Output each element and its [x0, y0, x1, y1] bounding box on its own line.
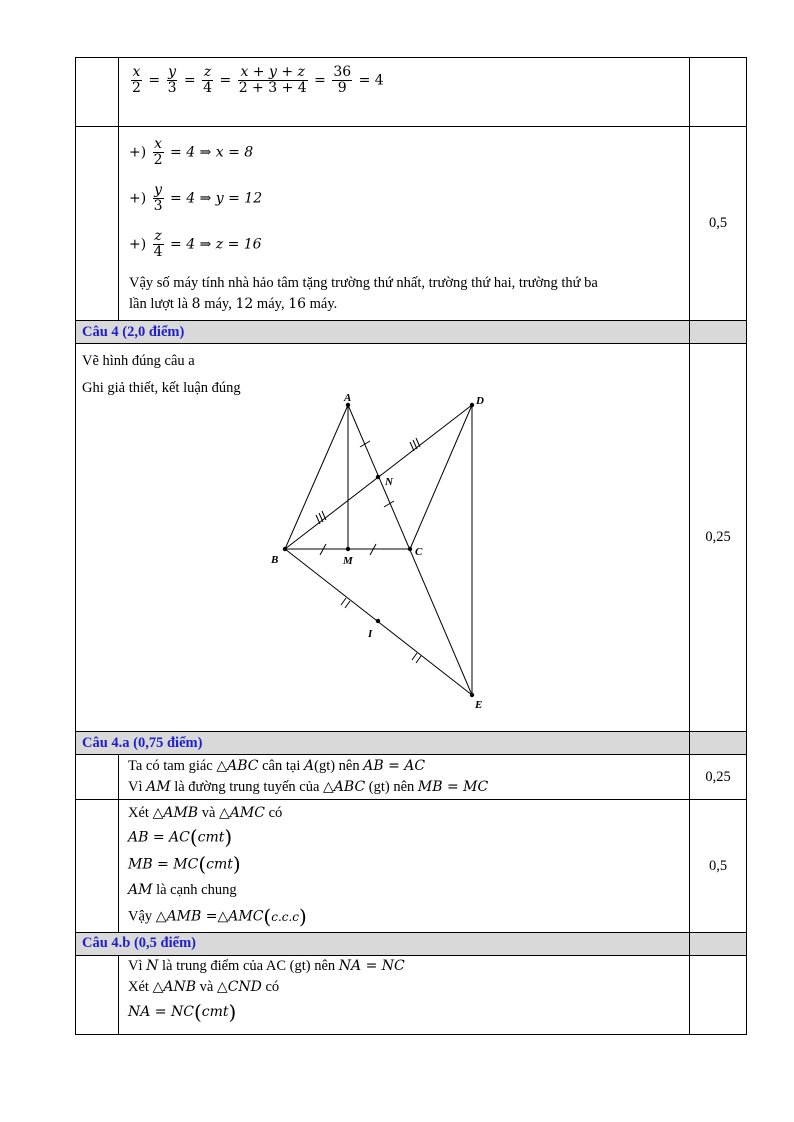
value-line-x: +) $\frac{x}{2}$ = 4 ⇒ x = 8 [129, 136, 254, 168]
conclusion-text: Vậy số máy tính nhà hảo tâm tặng trường thứ nhất, trường thứ hai, trường thứ ba lần lượt là 8 máy, 12 máy, 16 máy. [129, 275, 598, 312]
label-E: E [475, 699, 483, 711]
congruence-conclusion: Vậy △AMB =△AMC(c.c.c) [128, 904, 307, 928]
empty-score-cell [690, 58, 747, 127]
segment-DC [410, 405, 472, 549]
figure-row [76, 344, 747, 732]
section-title: Câu 4.a (0,75 điểm) [76, 732, 690, 755]
section-header-cau4b [76, 933, 747, 956]
equality-NA-NC: NA = NC(cmt) [128, 1000, 237, 1024]
point-E [470, 693, 474, 697]
empty-left-cell [76, 58, 119, 127]
cau4b-row [76, 956, 747, 1035]
empty-left-cell [76, 755, 119, 800]
cau4a-part2-cell [119, 800, 690, 933]
equality-MB-MC: MB = MC(cmt) [128, 852, 241, 876]
label-M: M [343, 555, 353, 567]
label-A: A [344, 392, 352, 404]
label-N: N [385, 476, 393, 488]
header-score-cell [690, 321, 747, 344]
ticks-BI [341, 598, 350, 608]
solution-table [75, 57, 747, 1035]
section-header-cau4a [76, 732, 747, 755]
header-score-cell [690, 933, 747, 956]
value-line-z: +) $\frac{z}{4}$ = 4 ⇒ z = 16 [129, 228, 262, 260]
cau4a-part1-row [76, 755, 747, 800]
point-I [376, 619, 380, 623]
ratio-equation: $\frac{x}{2}$ = $\frac{y}{3}$ = $\frac{z}{4}$ = $\frac{x + y + z}{2 + 3 + 4}$ = $\frac{36}{9}$ = 4 [132, 64, 384, 96]
segment-AB [285, 405, 348, 549]
tick-AN [360, 441, 370, 447]
ratio-cell [119, 58, 690, 127]
cau4b-cell [119, 956, 690, 1035]
consider-triangles-1: Xét △AMB và △AMC có [128, 805, 283, 821]
common-side: AM là cạnh chung [128, 882, 237, 898]
score-cell: 0,5 [690, 800, 747, 933]
figure-cell [76, 344, 690, 732]
label-D: D [476, 395, 484, 407]
header-score-cell [690, 732, 747, 755]
figure-instruction-2: Ghi giả thiết, kết luận đúng [82, 380, 241, 396]
section-title: Câu 4 (2,0 điểm) [76, 321, 690, 344]
value-line-y: +) $\frac{y}{3}$ = 4 ⇒ y = 12 [129, 182, 263, 214]
geometry-figure [76, 344, 690, 731]
figure-instruction-1: Vẽ hình đúng câu a [82, 353, 195, 369]
section-header-cau4 [76, 321, 747, 344]
score-cell: 0,5 [690, 127, 747, 321]
consider-triangles-2: Xét △ANB và △CND có [128, 979, 280, 995]
score-cell: 0,25 [690, 344, 747, 732]
midpoint-statement: Vì N là trung điểm của AC (gt) nên NA = NC [128, 958, 405, 974]
median-statement: Vì AM là đường trung tuyến của △ABC (gt) nên MB = MC [128, 779, 489, 795]
empty-left-cell [76, 956, 119, 1035]
values-row [76, 127, 747, 321]
cau4a-part1-cell [119, 755, 690, 800]
ratio-row [76, 58, 747, 127]
empty-left-cell [76, 800, 119, 933]
values-cell [119, 127, 690, 321]
point-B [283, 547, 287, 551]
label-I: I [368, 628, 373, 640]
label-C: C [415, 546, 423, 558]
point-N [376, 475, 380, 479]
score-cell: 0,25 [690, 755, 747, 800]
equality-AB-AC: AB = AC(cmt) [128, 825, 233, 849]
ticks-BN [316, 511, 326, 524]
point-D [470, 403, 474, 407]
label-B: B [271, 554, 279, 566]
isosceles-statement: Ta có tam giác △ABC cân tại A(gt) nên AB = AC [128, 758, 426, 774]
section-title: Câu 4.b (0,5 điểm) [76, 933, 690, 956]
point-C [408, 547, 412, 551]
point-M [346, 547, 350, 551]
empty-score-cell [690, 956, 747, 1035]
empty-left-cell [76, 127, 119, 321]
cau4a-part2-row [76, 800, 747, 933]
